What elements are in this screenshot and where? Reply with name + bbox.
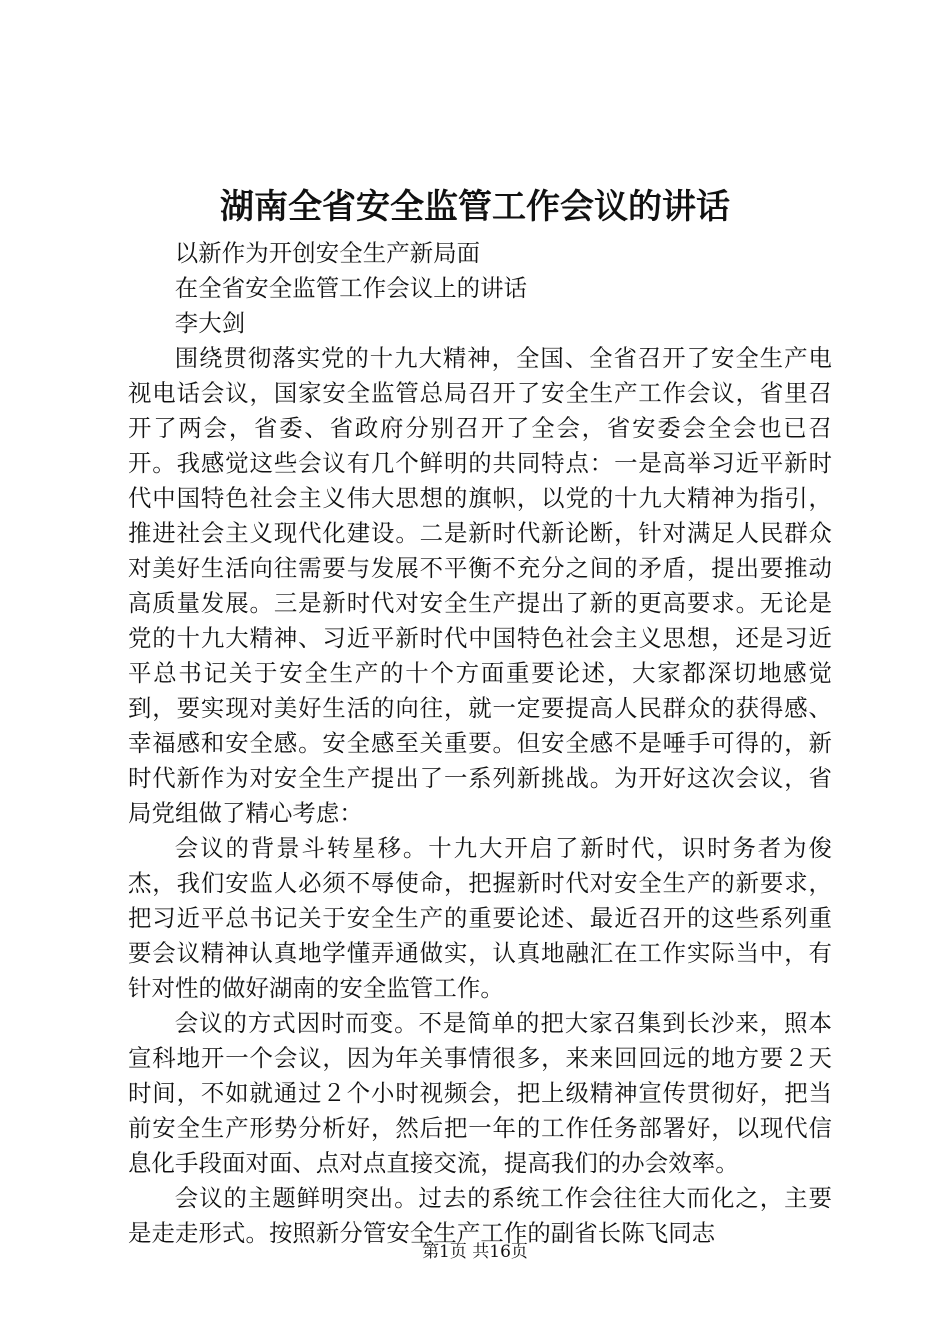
subtitle-line: 以新作为开创安全生产新局面 bbox=[174, 239, 481, 267]
body-paragraph: 会议的方式因时而变。不是简单的把大家召集到长沙来，照本宣科地开一个会议，因为年关事情很多，来来回回远的地方要２天时间，不如就通过２个小时视频会，把上级精神宣传贯彻好，把当前安全生产形势分析好，然后把一年的工作任务部署好，以现代信息化手段面对面、点对点直接交流，提高我们的办会效率。 bbox=[128, 1009, 832, 1177]
document-title: 湖南全省安全监管工作会议的讲话 bbox=[220, 187, 730, 227]
page-number-footer: 第1页 共16页 bbox=[422, 1242, 528, 1262]
speaker-name: 李大剑 bbox=[174, 309, 246, 337]
speech-occasion-line: 在全省安全监管工作会议上的讲话 bbox=[174, 274, 528, 302]
body-paragraph: 围绕贯彻落实党的十九大精神，全国、全省召开了安全生产电视电话会议，国家安全监管总局召开了安全生产工作会议，省里召开了两会，省委、省政府分别召开了全会，省安委会全会也已召开。我感觉这些会议有几个鲜明的共同特点：一是高举习近平新时代中国特色社会主义伟大思想的旗帜，以党的十九大精神为指引，推进社会主义现代化建设。二是新时代新论断，针对满足人民群众对美好生活向往需要与发展不平衡不充分之间的矛盾，提出要推动高质量发展。三是新时代对安全生产提出了新的更高要求。无论是党的十九大精神、习近平新时代中国特色社会主义思想，还是习近平总书记关于安全生产的十个方面重要论述，大家都深切地感觉到，要实现对美好生活的向往，就一定要提高人民群众的获得感、幸福感和安全感。安全感至关重要。但安全感不是唾手可得的，新时代新作为对安全生产提出了一系列新挑战。为开好这次会议，省局党组做了精心考虑： bbox=[128, 344, 832, 827]
document-body bbox=[128, 236, 832, 1251]
body-paragraph: 会议的主题鲜明突出。过去的系统工作会往往大而化之，主要是走走形式。按照新分管安全生产工作的副省长陈飞同志 bbox=[128, 1184, 832, 1247]
body-paragraph: 会议的背景斗转星移。十九大开启了新时代，识时务者为俊杰，我们安监人必须不辱使命，把握新时代对安全生产的新要求，把习近平总书记关于安全生产的重要论述、最近召开的这些系列重要会议精神认真地学懂弄通做实，认真地融汇在工作实际当中，有针对性的做好湖南的安全监管工作。 bbox=[128, 834, 832, 1002]
